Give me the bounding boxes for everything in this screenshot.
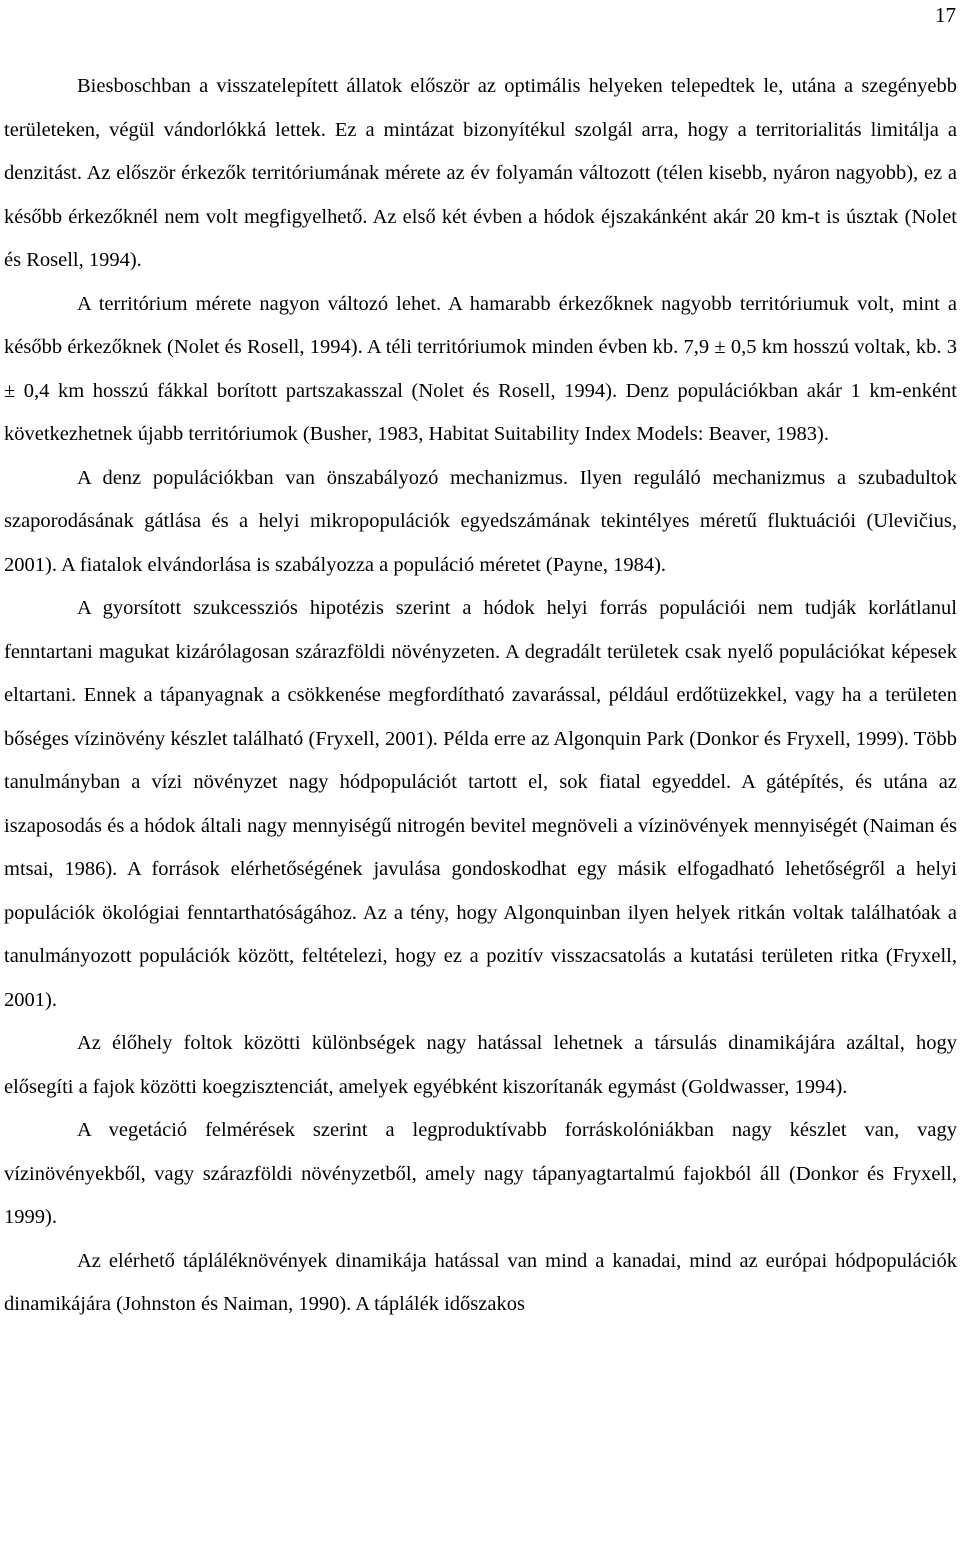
paragraph: A gyorsított szukcessziós hipotézis szerint a hódok helyi forrás populációi nem tudják korlátlanul fenntartani magukat kizárólagosan szárazföldi növényzeten. A degradált területek csak nyelő populációkat képesek eltartani. Ennek a tápanyagnak a csökkenése megfordítható zavarással, például erdőtüzekkel, vagy ha a területen bőséges vízinövény készlet található (Fryxell, 2001). Példa erre az Algonquin Park (Donkor és Fryxell, 1999). Több tanulmányban a vízi növényzet nagy hódpopulációt tartott el, sok fiatal egyeddel. A gátépítés, és utána az iszaposodás és a hódok általi nagy mennyiségű nitrogén bevitel megnöveli a vízinövények mennyiségét (Naiman és mtsai, 1986). A források elérhetőségének javulása gondoskodhat egy másik elfogadható lehetőségről a helyi populációk ökológiai fenntarthatóságához. Az a tény, hogy Algonquinban ilyen helyek ritkán voltak találhatóak a tanulmányozott populációk között, feltételezi, hogy ez a pozitív visszacsatolás a kutatási területen ritka (Fryxell, 2001). [4,597,957,1011]
paragraph: A territórium mérete nagyon változó lehet. A hamarabb érkezőknek nagyobb territóriumuk volt, mint a később érkezőknek (Nolet és Rosell, 1994). A téli territóriumok minden évben kb. 7,9 ± 0,5 km hosszú voltak, kb. 3 ± 0,4 km hosszú fákkal borított partszakasszal (Nolet és Rosell, 1994). Denz populációkban akár 1 km-enként következhetnek újabb territóriumok (Busher, 1983, Habitat Suitability Index Models: Beaver, 1983). [4,292,957,445]
body-text [4,65,957,1327]
paragraph: Biesboschban a visszatelepített állatok először az optimális helyeken telepedtek le, utána a szegényebb területeken, végül vándorlókká lettek. Ez a mintázat bizonyítékul szolgál arra, hogy a territorialitás limitálja a denzitást. Az először érkezők territóriumának mérete az év folyamán változott (télen kisebb, nyáron nagyobb), ez a később érkezőknél nem volt megfigyelhető. Az első két évben a hódok éjszakánként akár 20 km-t is úsztak (Nolet és Rosell, 1994). [4,75,957,271]
paragraph: Az élőhely foltok közötti különbségek nagy hatással lehetnek a társulás dinamikájára azáltal, hogy elősegíti a fajok közötti koegzisztenciát, amelyek egyébként kiszorítanák egymást (Goldwasser, 1994). [4,1032,957,1098]
page-number: 17 [935,3,956,27]
paragraph: Az elérhető tápláléknövények dinamikája hatással van mind a kanadai, mind az európai hódpopulációk dinamikájára (Johnston és Naiman, 1990). A táplálék időszakos [4,1249,957,1315]
paragraph: A vegetáció felmérések szerint a legproduktívabb forráskolóniákban nagy készlet van, vagy vízinövényekből, vagy szárazföldi növényzetből, amely nagy tápanyagtartalmú fajokból áll (Donkor és Fryxell, 1999). [4,1119,957,1228]
paragraph: A denz populációkban van önszabályozó mechanizmus. Ilyen reguláló mechanizmus a szubadultok szaporodásának gátlása és a helyi mikropopulációk egyedszámának tekintélyes méretű fluktuációi (Ulevičius, 2001). A fiatalok elvándorlása is szabályozza a populáció méretet (Payne, 1984). [4,466,957,576]
